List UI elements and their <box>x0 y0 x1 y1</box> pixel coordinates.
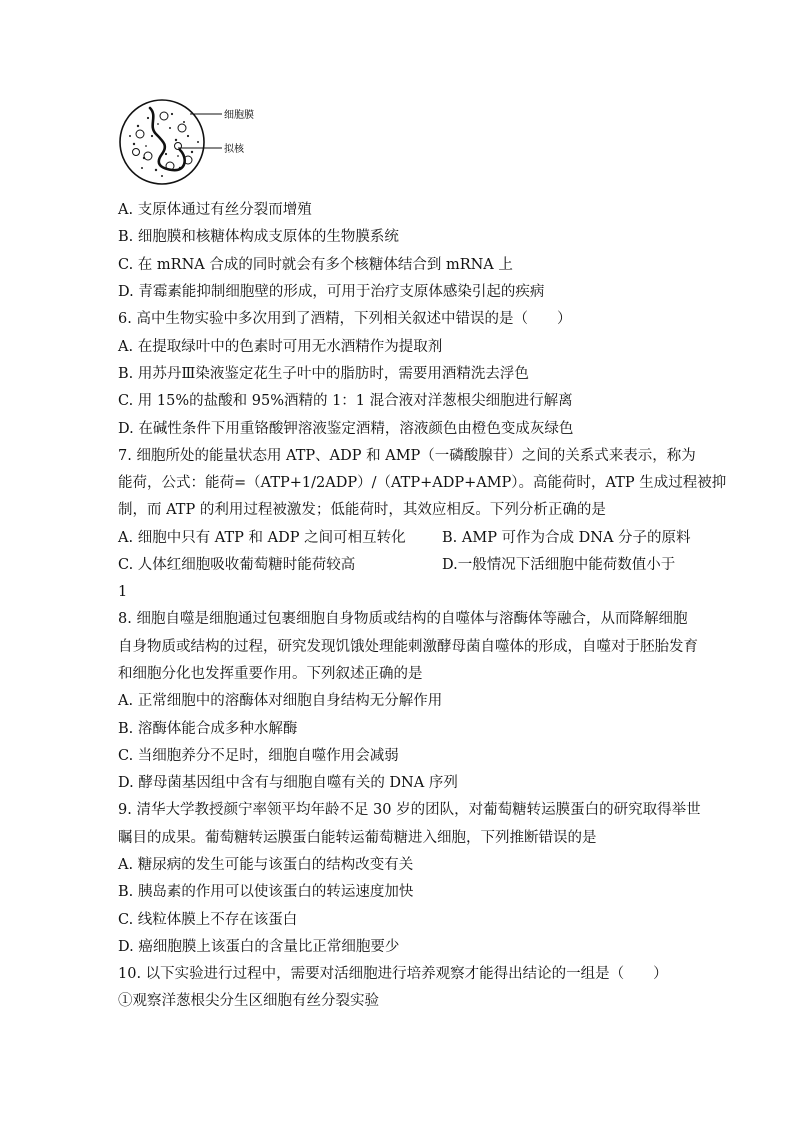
q8-stem-line-2: 自身物质或结构的过程，研究发现饥饿处理能刺激酵母菌自噬体的形成，自噬对于胚胎发育 <box>118 639 698 655</box>
q9-option-a: A. 糖尿病的发生可能与该蛋白的结构改变有关 <box>118 857 414 873</box>
q6-option-a: A. 在提取绿叶中的色素时可用无水酒精作为提取剂 <box>118 339 443 355</box>
q8-option-c: C. 当细胞养分不足时，细胞自噬作用会减弱 <box>118 748 399 764</box>
q8-option-a: A. 正常细胞中的溶酶体对细胞自身结构无分解作用 <box>118 693 443 709</box>
q7-option-a: A. 细胞中只有 ATP 和 ADP 之间可相互转化 <box>118 530 406 546</box>
q6-option-d: D. 在碱性条件下用重铬酸钾溶液鉴定酒精，溶液颜色由橙色变成灰绿色 <box>118 421 574 437</box>
q9-option-d: D. 癌细胞膜上该蛋白的含量比正常细胞要少 <box>118 939 400 955</box>
q5-option-d: D. 青霉素能抑制细胞壁的形成，可用于治疗支原体感染引起的疾病 <box>118 284 545 300</box>
mycoplasma-diagram <box>118 96 268 188</box>
q10-stem: 10. 以下实验进行过程中，需要对活细胞进行培养观察才能得出结论的一组是（ ） <box>118 966 668 982</box>
q9-stem-line-1: 9. 清华大学教授颜宁率领平均年龄不足 30 岁的团队，对葡萄糖转运膜蛋白的研究取得举世 <box>118 802 701 818</box>
label-nucleoid: 拟核 <box>224 144 244 155</box>
q9-option-c: C. 线粒体膜上不存在该蛋白 <box>118 912 298 928</box>
q8-option-b: B. 溶酶体能合成多种水解酶 <box>118 721 298 737</box>
q5-option-c: C. 在 mRNA 合成的同时就会有多个核糖体结合到 mRNA 上 <box>118 257 513 273</box>
q6-stem: 6. 高中生物实验中多次用到了酒精，下列相关叙述中错误的是（ ） <box>118 311 572 327</box>
q5-option-b: B. 细胞膜和核糖体构成支原体的生物膜系统 <box>118 229 399 245</box>
q7-option-c: C. 人体红细胞吸收葡萄糖时能荷较高 <box>118 557 356 573</box>
q5-option-a: A. 支原体通过有丝分裂而增殖 <box>118 202 312 218</box>
q9-option-b: B. 胰岛素的作用可以使该蛋白的转运速度加快 <box>118 884 414 900</box>
q7-option-d-continued: 1 <box>118 584 128 600</box>
q9-stem-line-2: 瞩目的成果。葡萄糖转运膜蛋白能转运葡萄糖进入细胞，下列推断错误的是 <box>118 830 597 846</box>
label-cell-membrane: 细胞膜 <box>224 110 254 121</box>
q8-option-d: D. 酵母菌基因组中含有与细胞自噬有关的 DNA 序列 <box>118 775 458 791</box>
q7-stem-line-1: 7. 细胞所处的能量状态用 ATP、ADP 和 AMP（一磷酸腺苷）之间的关系式来表示，称为 <box>118 448 696 464</box>
q6-option-c: C. 用 15%的盐酸和 95%酒精的 1：1 混合液对洋葱根尖细胞进行解离 <box>118 393 573 409</box>
q7-stem-line-3: 制，而 ATP 的利用过程被激发；低能荷时，其效应相反。下列分析正确的是 <box>118 502 606 518</box>
q7-option-d: D.一般情况下活细胞中能荷数值小于 <box>442 557 676 573</box>
q7-stem-line-2: 能荷，公式：能荷=（ATP+1/2ADP）/（ATP+ADP+AMP）。高能荷时，ATP 生成过程被抑 <box>118 475 727 491</box>
q10-item-1: ①观察洋葱根尖分生区细胞有丝分裂实验 <box>118 993 379 1009</box>
q7-option-b: B. AMP 可作为合成 DNA 分子的原料 <box>442 530 691 546</box>
q8-stem-line-3: 和细胞分化也发挥重要作用。下列叙述正确的是 <box>118 666 423 682</box>
q6-option-b: B. 用苏丹Ⅲ染液鉴定花生子叶中的脂肪时，需要用酒精洗去浮色 <box>118 366 529 382</box>
q8-stem-line-1: 8. 细胞自噬是细胞通过包裹细胞自身物质或结构的自噬体与溶酶体等融合，从而降解细胞 <box>118 611 688 627</box>
